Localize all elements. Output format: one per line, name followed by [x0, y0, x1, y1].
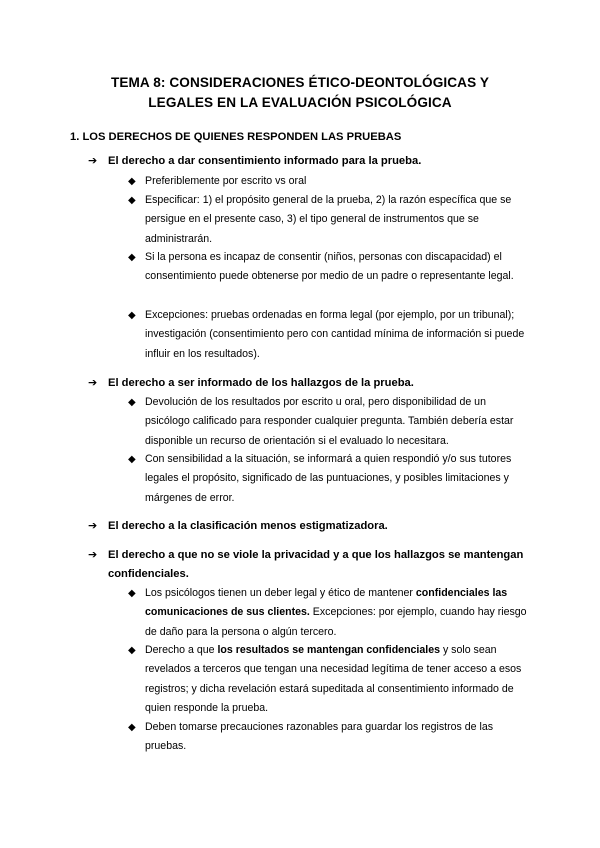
bullet-text-post: y solo sean revelados a terceros que tengan una necesidad legítima de tener acceso a esos registros; y dicha revelación estará supeditada al consentimiento informado de quien responde la prueba. [145, 644, 522, 714]
right-item-classification [88, 517, 538, 536]
bullet-item [128, 584, 532, 642]
bullet-text [145, 641, 532, 718]
bullet-text-pre: Derecho a que [145, 644, 218, 656]
diamond-bullet-icon: ◆ [128, 310, 136, 321]
diamond-bullet-icon: ◆ [128, 588, 136, 599]
diamond-bullet-icon: ◆ [128, 176, 136, 187]
bullet-item [128, 306, 532, 364]
right-item-findings [88, 374, 538, 393]
bullet-item [128, 393, 532, 451]
bullet-text: Deben tomarse precauciones razonables para guardar los registros de las pruebas. [145, 721, 494, 753]
bullet-item [128, 172, 532, 191]
arrow-icon: ➔ [88, 377, 98, 389]
diamond-bullet-icon: ◆ [128, 722, 136, 733]
bullet-text: Preferiblemente por escrito vs oral [145, 175, 307, 187]
section-heading: 1. LOS DERECHOS DE QUIENES RESPONDEN LAS PRUEBAS [70, 131, 402, 143]
bullet-text: Con sensibilidad a la situación, se informará a quien respondió y/o sus tutores legales el propósito, significado de las puntuaciones, y posibles limitaciones y márgenes de error. [145, 453, 512, 504]
bullet-item [128, 641, 532, 718]
bullet-item [128, 718, 532, 757]
diamond-bullet-icon: ◆ [128, 454, 136, 465]
right-heading: El derecho a la clasificación menos estigmatizadora. [108, 520, 388, 532]
bullet-text [145, 584, 532, 642]
diamond-bullet-icon: ◆ [128, 252, 136, 263]
bullet-text-pre: Los psicólogos tienen un deber legal y ético de mantener [145, 587, 416, 599]
bullet-text: Especificar: 1) el propósito general de la prueba, 2) la razón específica que se persigue en el presente caso, 3) el tipo general de instrumentos que se administrarán. [145, 194, 512, 245]
bullet-text-bold: los resultados se mantengan confidenciales [217, 644, 440, 656]
arrow-icon: ➔ [88, 549, 98, 561]
title-line-2: LEGALES EN LA EVALUACIÓN PSICOLÓGICA [148, 95, 452, 110]
bullet-item [128, 191, 532, 249]
right-item-consent [88, 152, 538, 171]
bullet-text-bold: confidenciales las comunicaciones de sus clientes. [145, 587, 508, 619]
document-title [60, 73, 540, 113]
right-heading: El derecho a ser informado de los hallazgos de la prueba. [108, 377, 414, 389]
bullet-text: Si la persona es incapaz de consentir (niños, personas con discapacidad) el consentimiento puede obtenerse por medio de un padre o representante legal. [145, 251, 514, 283]
title-line-1: TEMA 8: CONSIDERACIONES ÉTICO-DEONTOLÓGICAS Y [110, 75, 490, 90]
right-heading: El derecho a que no se viole la privacidad y a que los hallazgos se mantengan confidenciales. [108, 549, 524, 580]
diamond-bullet-icon: ◆ [128, 645, 136, 656]
bullet-text: Devolución de los resultados por escrito u oral, pero disponibilidad de un psicólogo calificado para responder cualquier pregunta. También debería estar disponible un recurso de orientación si el evaluado lo necesitara. [145, 396, 514, 447]
bullet-item [128, 450, 532, 508]
right-item-privacy [88, 546, 538, 584]
arrow-icon: ➔ [88, 520, 98, 532]
bullet-item [128, 248, 532, 287]
right-heading: El derecho a dar consentimiento informado para la prueba. [108, 155, 422, 167]
arrow-icon: ➔ [88, 155, 98, 167]
diamond-bullet-icon: ◆ [128, 195, 136, 206]
diamond-bullet-icon: ◆ [128, 397, 136, 408]
bullet-text-post: Excepciones: por ejemplo, cuando hay riesgo de daño para la persona o algún tercero. [145, 606, 527, 638]
bullet-text: Excepciones: pruebas ordenadas en forma legal (por ejemplo, por un tribunal); investigación (consentimiento pero con cantidad mínima de información si puede influir en los resultados). [145, 309, 525, 360]
